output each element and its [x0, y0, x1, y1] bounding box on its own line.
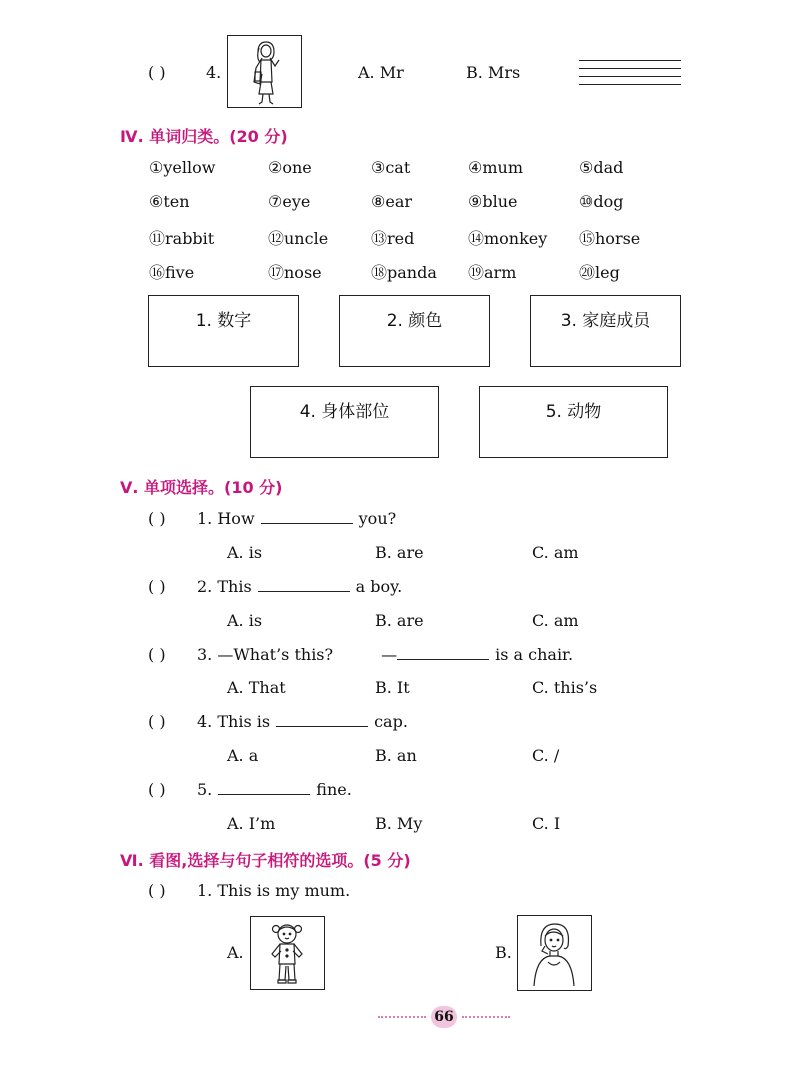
category-label: 5. 动物: [545, 402, 602, 422]
option-b[interactable]: B. an: [375, 746, 417, 765]
word-item: ⑳leg: [579, 263, 620, 282]
footer-dots-right: [462, 1016, 510, 1018]
question-number: 4.: [206, 63, 222, 82]
option-a[interactable]: A. That: [227, 678, 286, 697]
option-a[interactable]: A. Mr: [358, 63, 404, 82]
category-box-family[interactable]: [530, 295, 681, 367]
word-item: ⑭monkey: [468, 229, 548, 248]
option-b[interactable]: B. Mrs: [466, 63, 521, 82]
mother-icon: [518, 916, 591, 990]
answer-paren[interactable]: ( ): [148, 63, 166, 82]
option-b[interactable]: B. It: [375, 678, 410, 697]
word-item: ⑥ten: [149, 192, 190, 211]
stem-text: a boy.: [355, 577, 403, 596]
stem-text: 1. How: [197, 509, 255, 528]
option-a-label[interactable]: A.: [227, 943, 244, 962]
girl-picture[interactable]: [250, 916, 325, 990]
category-label: 1. 数字: [195, 311, 252, 331]
option-a[interactable]: A. I’m: [227, 814, 276, 833]
writing-line: [579, 68, 681, 69]
answer-blank[interactable]: [397, 645, 489, 660]
question-stem: [197, 577, 402, 596]
word-item: ⑤dad: [579, 158, 624, 177]
word-item: ⑦eye: [268, 192, 311, 211]
word-item: ⑬red: [371, 229, 415, 248]
answer-blank[interactable]: [258, 577, 350, 592]
option-c[interactable]: C. am: [532, 543, 579, 562]
word-item: ⑯five: [149, 263, 195, 282]
word-item: ⑩dog: [579, 192, 624, 211]
stem-text: 2. This: [197, 577, 252, 596]
answer-blank[interactable]: [218, 780, 310, 795]
answer-blank[interactable]: [261, 509, 353, 524]
section-6-heading: Ⅵ. 看图,选择与句子相符的选项。(5 分): [120, 851, 411, 870]
footer-dots-left: [378, 1016, 426, 1018]
word-item: ⑫uncle: [268, 229, 329, 248]
word-item: ⑨blue: [468, 192, 518, 211]
stem-text: 3. —What’s this?: [197, 645, 334, 664]
word-item: ⑧ear: [371, 192, 412, 211]
category-label: 4. 身体部位: [299, 402, 390, 422]
word-item: ②one: [268, 158, 312, 177]
option-b[interactable]: B. are: [375, 543, 424, 562]
stem-text: fine.: [316, 780, 352, 799]
stem-text: 5.: [197, 780, 213, 799]
option-a[interactable]: A. a: [227, 746, 259, 765]
stem-text: you?: [358, 509, 397, 528]
answer-paren[interactable]: ( ): [148, 881, 166, 900]
word-item: ③cat: [371, 158, 411, 177]
stem-text: —: [381, 645, 398, 664]
word-item: ⑰nose: [268, 263, 322, 282]
word-item: ①yellow: [149, 158, 216, 177]
stem-text: cap.: [374, 712, 408, 731]
question-stem: [197, 712, 408, 731]
option-c[interactable]: C. /: [532, 746, 560, 765]
girl-icon: [251, 917, 324, 989]
question-stem: 1. This is my mum.: [197, 881, 351, 900]
option-b[interactable]: B. My: [375, 814, 423, 833]
category-box-numbers[interactable]: [148, 295, 299, 367]
woman-picture: [227, 35, 302, 108]
option-c[interactable]: C. am: [532, 611, 579, 630]
answer-paren[interactable]: ( ): [148, 780, 166, 799]
word-item: ⑲arm: [468, 263, 517, 282]
category-label: 3. 家庭成员: [560, 311, 651, 331]
writing-line: [579, 76, 681, 77]
question-stem: [197, 780, 352, 799]
word-item: ⑪rabbit: [149, 229, 215, 248]
stem-text: is a chair.: [495, 645, 574, 664]
writing-line: [579, 84, 681, 85]
question-stem: [197, 645, 573, 664]
category-box-animals[interactable]: [479, 386, 668, 458]
word-item: ⑱panda: [371, 263, 437, 282]
answer-paren[interactable]: ( ): [148, 577, 166, 596]
answer-paren[interactable]: ( ): [148, 712, 166, 731]
word-item: ④mum: [468, 158, 523, 177]
option-b[interactable]: B. are: [375, 611, 424, 630]
woman-bust-picture[interactable]: [517, 915, 592, 991]
question-stem: [197, 509, 396, 528]
writing-line: [579, 60, 681, 61]
option-b-label[interactable]: B.: [495, 943, 512, 962]
woman-icon: [228, 36, 301, 107]
option-c[interactable]: C. I: [532, 814, 561, 833]
option-a[interactable]: A. is: [227, 611, 263, 630]
option-c[interactable]: C. this’s: [532, 678, 598, 697]
category-box-colors[interactable]: [339, 295, 490, 367]
stem-text: 4. This is: [197, 712, 271, 731]
option-a[interactable]: A. is: [227, 543, 263, 562]
word-item: ⑮horse: [579, 229, 641, 248]
category-label: 2. 颜色: [386, 311, 443, 331]
section-5-heading: Ⅴ. 单项选择。(10 分): [120, 478, 283, 497]
answer-paren[interactable]: ( ): [148, 509, 166, 528]
answer-paren[interactable]: ( ): [148, 645, 166, 664]
section-4-heading: Ⅳ. 单词归类。(20 分): [120, 127, 288, 146]
category-box-body-parts[interactable]: [250, 386, 439, 458]
page-number: 66: [431, 1006, 457, 1028]
answer-blank[interactable]: [276, 712, 368, 727]
